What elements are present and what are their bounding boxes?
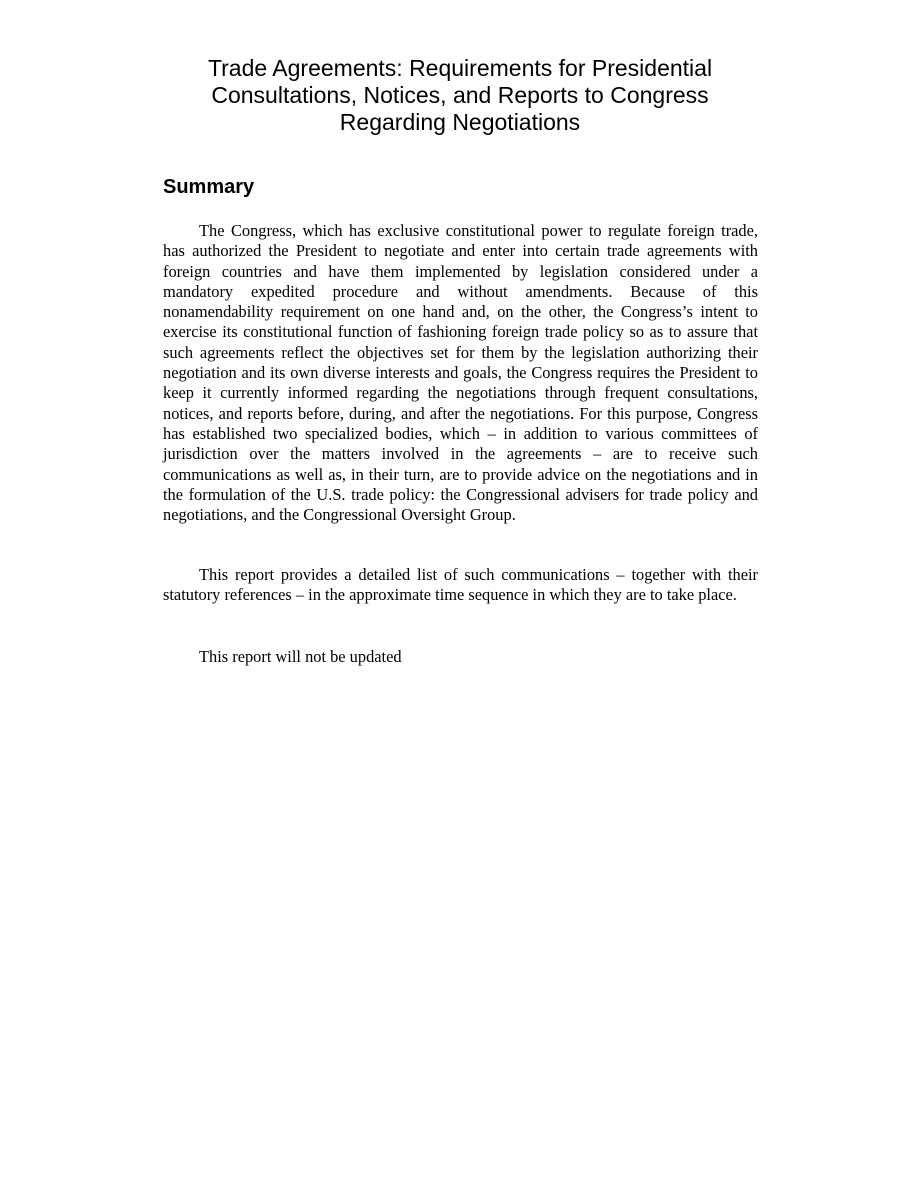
summary-paragraph: The Congress, which has exclusive constitutional power to regulate foreign trade, has authorized the President to negotiate and enter into certain trade agreements with foreign countries and have them implemented by legislation considered under a mandatory expedited procedure and without amendments. Because of this nonamendability requirement on one hand and, on the other, the Congress’s intent to exercise its constitutional function of fashioning foreign trade policy so as to assure that such agreements reflect the objectives set for them by the legislation authorizing their negotiation and its own diverse interests and goals, the Congress requires the President to keep it currently informed regarding the negotiations through frequent consultations, notices, and reports before, during, and after the negotiations. For this purpose, Congress has established two specialized bodies, which – in addition to various committees of jurisdiction over the matters involved in the agreements – are to receive such communications as well as, in their turn, are to provide advice on the negotiations and in the formulation of the U.S. trade policy: the Congressional advisers for trade policy and negotiations, and the Congressional Oversight Group.	[163, 221, 758, 525]
report-scope-paragraph: This report provides a detailed list of such communications – together with their statutory references – in the approximate time sequence in which they are to take place.	[163, 565, 758, 605]
update-notice-paragraph: This report will not be updated	[199, 647, 402, 666]
document-title	[160, 55, 760, 136]
title-line: Consultations, Notices, and Reports to Congress	[211, 82, 709, 108]
title-line: Trade Agreements: Requirements for Presidential	[207, 55, 713, 81]
title-line: Regarding Negotiations	[339, 109, 581, 135]
summary-heading: Summary	[163, 176, 255, 198]
